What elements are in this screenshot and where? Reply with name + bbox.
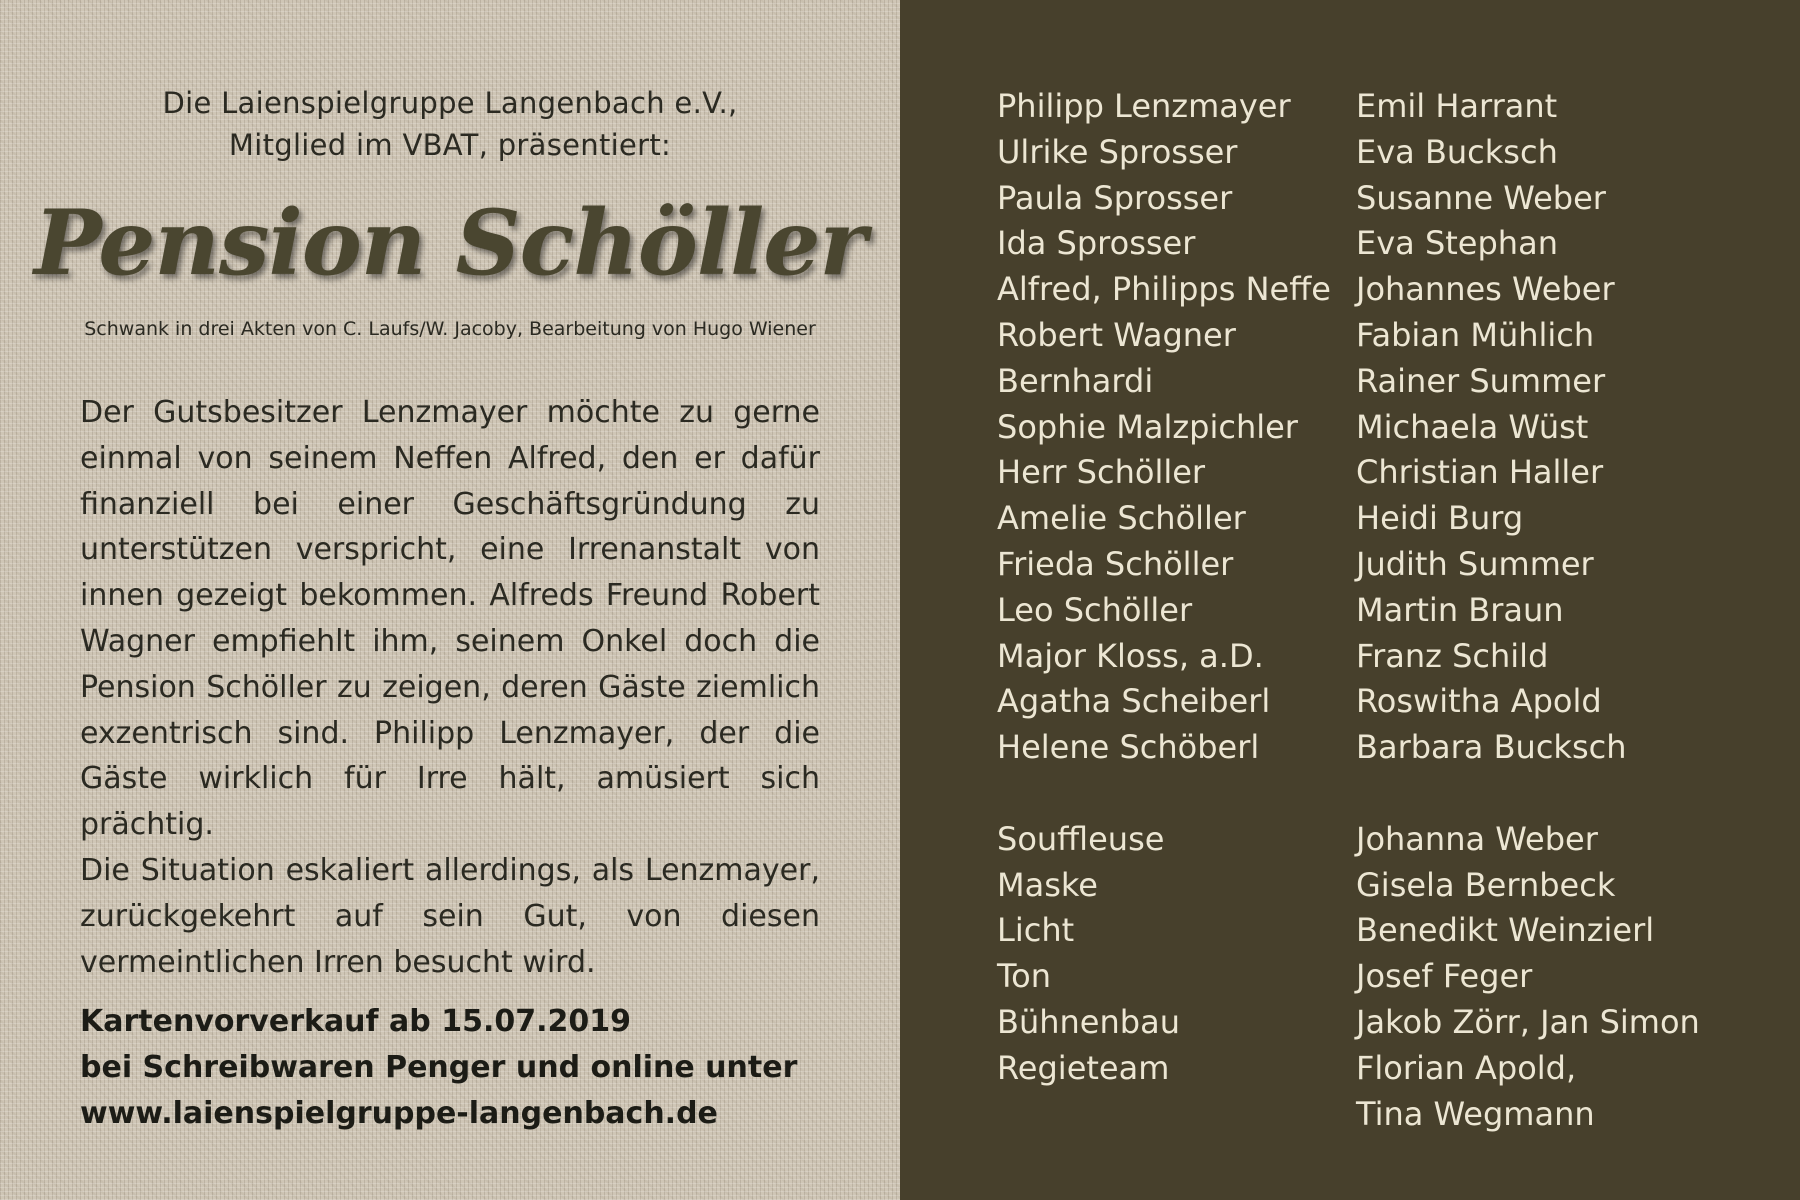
- cast-role: Bernhardi: [997, 361, 1154, 400]
- cast-actor: Judith Summer: [1356, 544, 1594, 583]
- cast-actor: Tina Wegmann: [1356, 1094, 1595, 1133]
- intro-text: [0, 82, 900, 166]
- plot-description: [80, 390, 820, 985]
- ticket-info: [80, 999, 860, 1137]
- cast-actor: Barbara Bucksch: [1356, 728, 1627, 767]
- cast-role: Robert Wagner: [997, 315, 1236, 354]
- cast-actor: Johanna Weber: [1356, 819, 1598, 858]
- cast-actor: Martin Braun: [1356, 590, 1564, 629]
- cast-role: Leo Schöller: [997, 590, 1193, 629]
- cast-actor: Eva Bucksch: [1356, 132, 1558, 171]
- cast-role: Frieda Schöller: [997, 544, 1234, 583]
- cast-role: Amelie Schöller: [997, 499, 1246, 538]
- cast-role: Ida Sprosser: [997, 224, 1196, 263]
- cast-actor: Benedikt Weinzierl: [1356, 911, 1655, 950]
- cast-role: Regieteam: [997, 1048, 1170, 1087]
- cast-actor: Josef Feger: [1356, 957, 1533, 996]
- cast-actor: Michaela Wüst: [1356, 407, 1589, 446]
- cast-role: Alfred, Philipps Neffe: [997, 270, 1331, 309]
- cast-actor: [1356, 771, 1700, 817]
- cast-actor: Susanne Weber: [1356, 178, 1606, 217]
- cast-actor: Florian Apold,: [1356, 1048, 1577, 1087]
- cast-role: Ton: [997, 957, 1051, 996]
- intro-line-1: Die Laienspielgruppe Langenbach e.V.,: [162, 86, 738, 120]
- cast-actor: Fabian Mühlich: [1356, 315, 1595, 354]
- cast-actor: Heidi Burg: [1356, 499, 1524, 538]
- ticket-shop: bei Schreibwaren Penger und online unter: [80, 1050, 798, 1085]
- cast-role: Paula Sprosser: [997, 178, 1233, 217]
- cast-role: Maske: [997, 865, 1098, 904]
- cast-roles-column: [997, 84, 1331, 1092]
- description-paragraph-1: Der Gutsbesitzer Lenzmayer möchte zu gerne einmal von seinem Neffen Alfred, den er dafür finanziell bei einer Geschäftsgründung zu unterstützen verspricht, eine Irrenanstalt von innen gezeigt bekommen. Alfreds Freund Robert Wagner empfiehlt ihm, seinem Onkel doch die Pension Schöller zu zeigen, deren Gäste ziemlich exzentrisch sind. Philipp Lenzmayer, der die Gäste wirklich für Irre hält, amüsiert sich prächtig.: [80, 395, 820, 843]
- cast-actor: Jakob Zörr, Jan Simon: [1356, 1002, 1700, 1041]
- play-subtitle: Schwank in drei Akten von C. Laufs/W. Jacoby, Bearbeitung von Hugo Wiener: [84, 318, 816, 340]
- ticket-presale-date: Kartenvorverkauf ab 15.07.2019: [80, 1004, 631, 1039]
- cast-role: Herr Schöller: [997, 453, 1206, 492]
- cast-actor: Christian Haller: [1356, 453, 1604, 492]
- cast-actor: Roswitha Apold: [1356, 682, 1602, 721]
- intro-line-2: Mitglied im VBAT, präsentiert:: [228, 128, 672, 162]
- website-url: www.laienspielgruppe-langenbach.de: [80, 1096, 718, 1131]
- cast-role: Bühnenbau: [997, 1002, 1180, 1041]
- cast-role: Ulrike Sprosser: [997, 132, 1238, 171]
- cast-actor: Emil Harrant: [1356, 87, 1558, 125]
- cast-actor: Gisela Bernbeck: [1356, 865, 1616, 904]
- cast-actor: Johannes Weber: [1356, 270, 1615, 309]
- cast-role: Agatha Scheiberl: [997, 682, 1271, 721]
- cast-actor: Eva Stephan: [1356, 224, 1558, 263]
- cast-role: Souffleuse: [997, 819, 1165, 858]
- cast-role: [997, 771, 1331, 817]
- cast-role: Major Kloss, a.D.: [997, 636, 1264, 675]
- cast-actor: Franz Schild: [1356, 636, 1549, 675]
- cast-role: Philipp Lenzmayer: [997, 87, 1291, 125]
- cast-actor: Rainer Summer: [1356, 361, 1606, 400]
- cast-role: Helene Schöberl: [997, 728, 1260, 767]
- description-paragraph-2: Die Situation eskaliert allerdings, als Lenzmayer, zurückgekehrt auf sein Gut, von diesen vermeintlichen Irren besucht wird.: [80, 852, 820, 980]
- play-title: Pension Schöller: [34, 190, 866, 296]
- cast-actors-column: [1356, 84, 1700, 1137]
- cast-role: Licht: [997, 911, 1075, 950]
- cast-role: Sophie Malzpichler: [997, 407, 1298, 446]
